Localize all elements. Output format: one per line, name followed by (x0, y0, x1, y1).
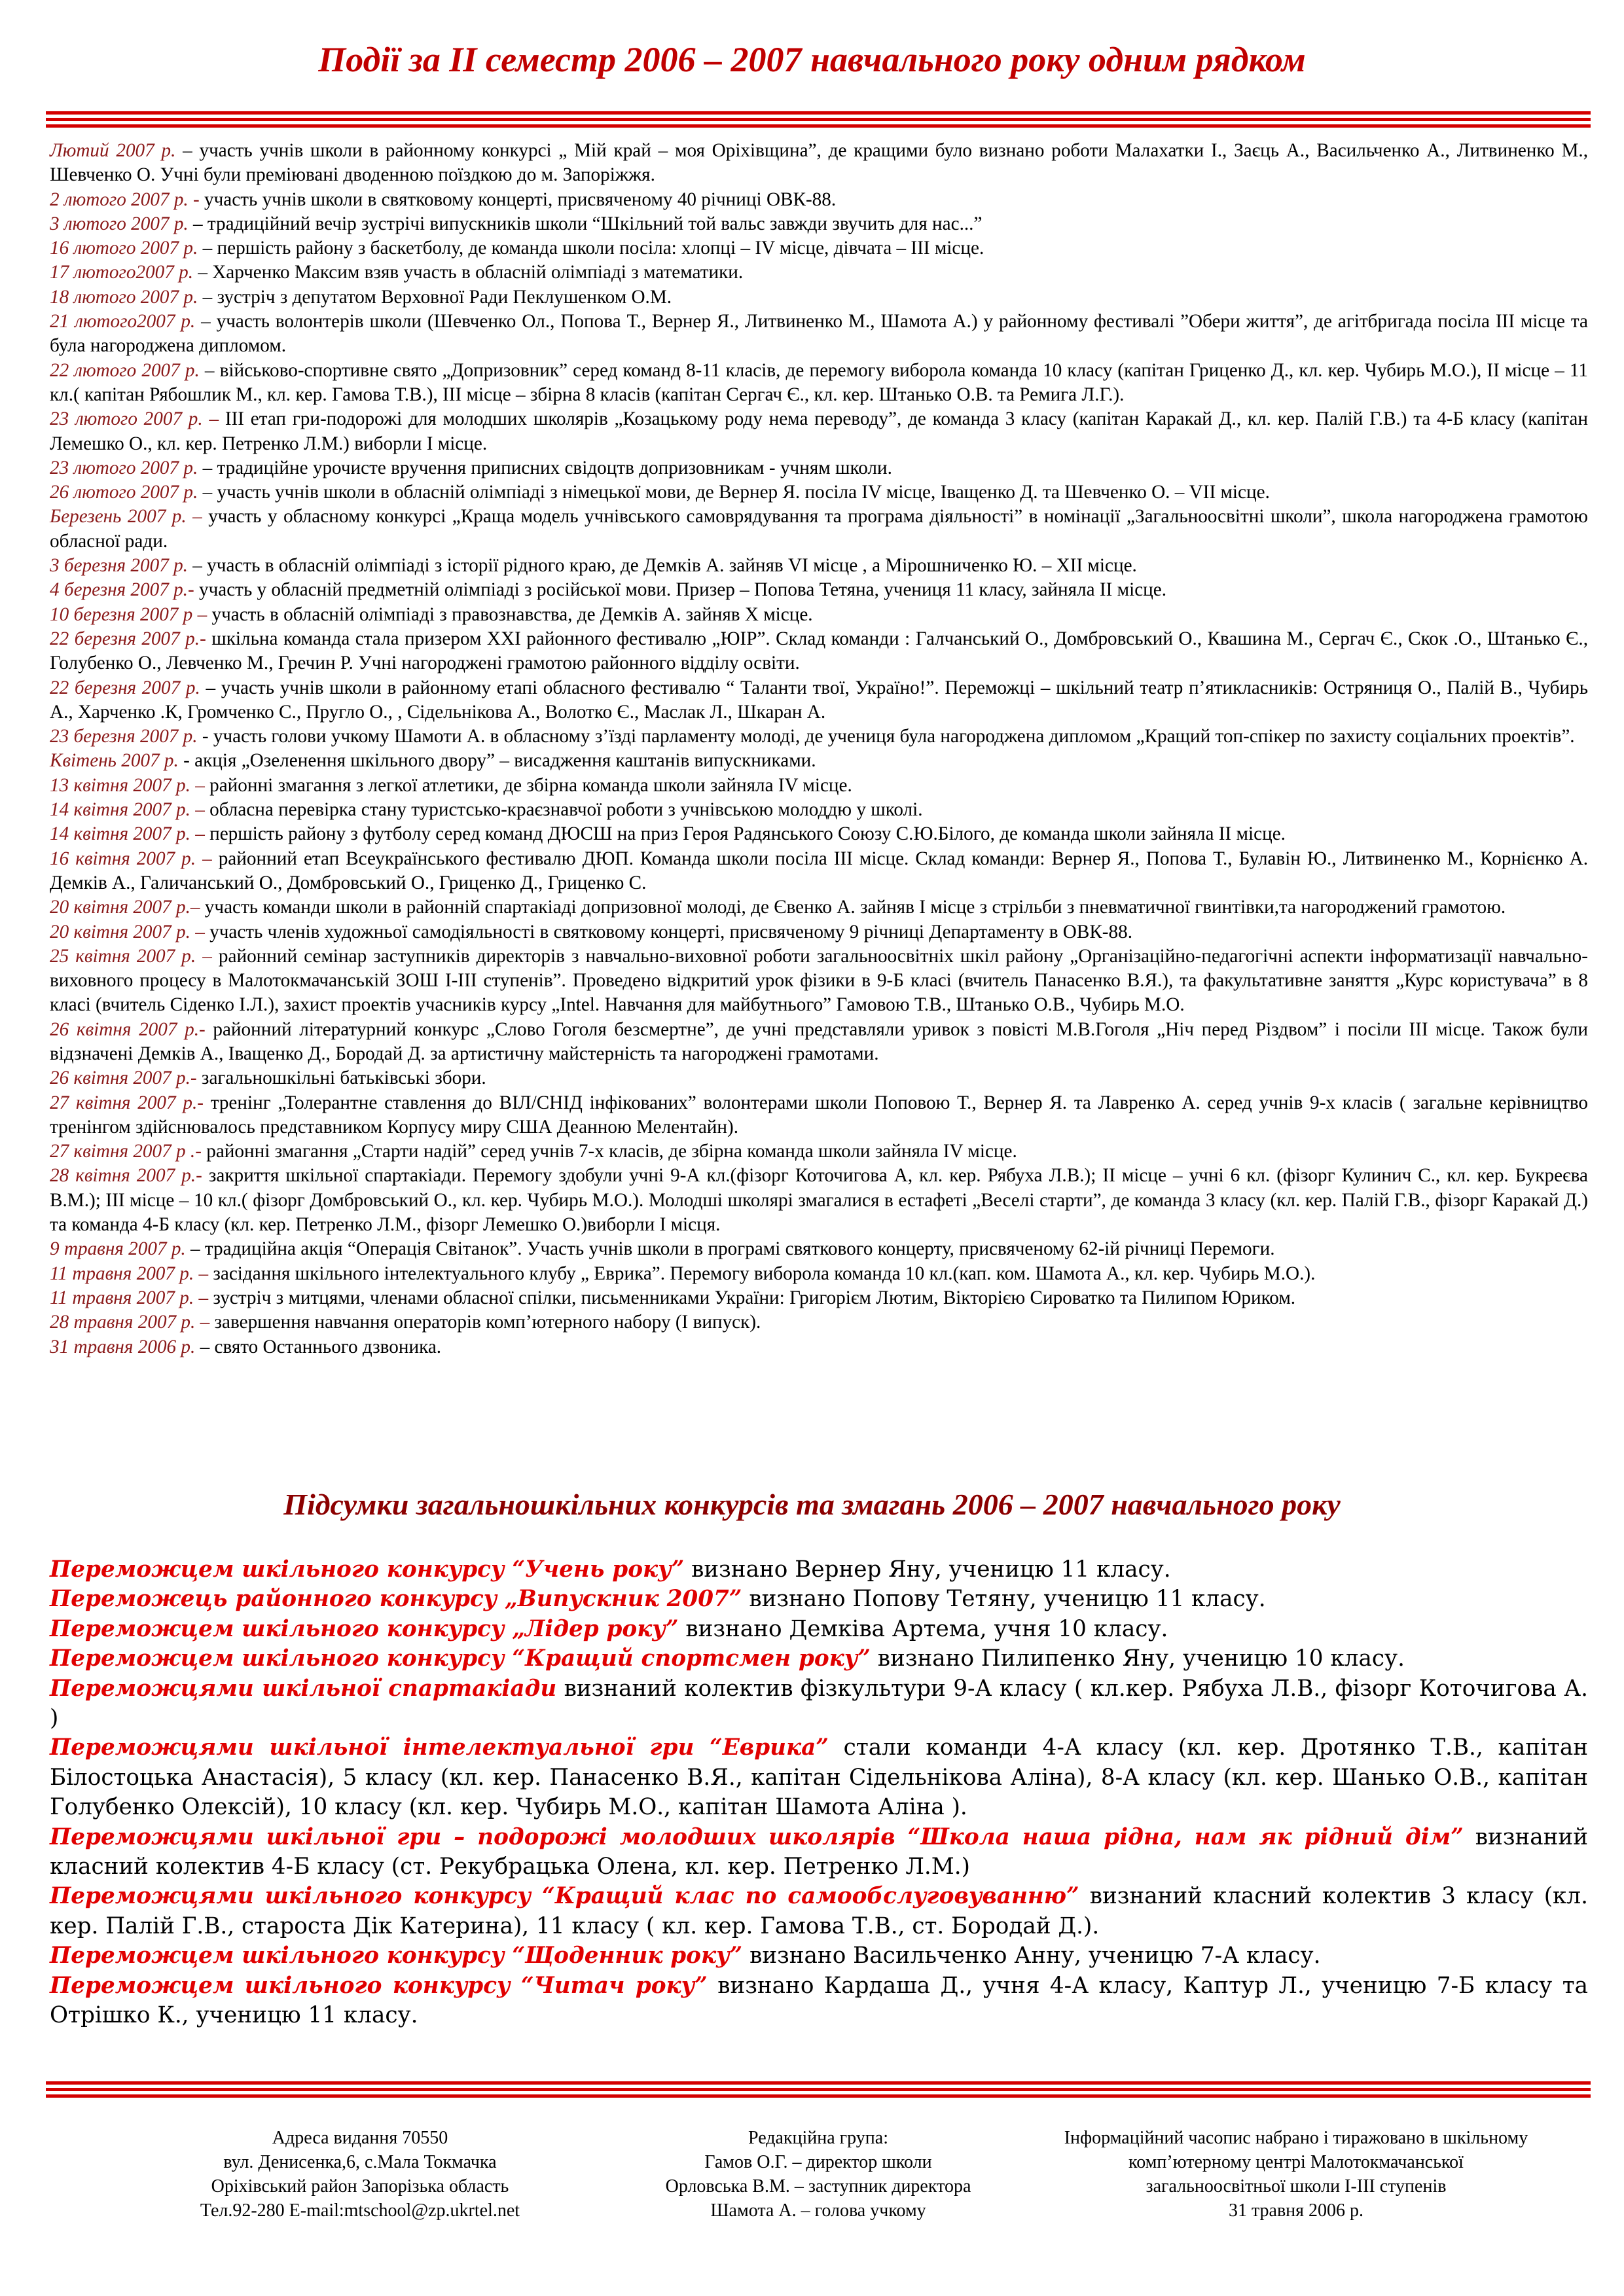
event-date: 4 березня 2007 р.- (50, 579, 194, 601)
event-text: районні змагання „Старти надій” серед учнів 7-х класів, де збірна команда школи зайняла IV місце. (201, 1141, 1017, 1162)
event-date: 3 лютого 2007 р. (50, 213, 189, 234)
event-text: зустріч з митцями, членами обласної спілки, письменниками України: Григорієм Лютим, Вікторією Сироватко та Пилипом Юриком. (208, 1287, 1296, 1308)
editorial-line: Редакційна група: (748, 2128, 888, 2148)
event-text: участь учнів школи в святковому концерті, присвяченому 40 річниці ОВК-88. (199, 188, 837, 210)
bottom-rule-3 (46, 2094, 1591, 2098)
results-heading: Підсумки загальношкільних конкурсів та змагань 2006 – 2007 навчального року (283, 1488, 1341, 1521)
event-date: 26 квітня 2007 р.- (50, 1067, 197, 1089)
results-list (50, 1555, 1588, 2031)
event-item (50, 774, 1588, 798)
editorial-line: Шамота А. – голова учкому (710, 2200, 926, 2221)
event-item (50, 260, 1588, 285)
event-text: районні змагання з легкої атлетики, де збірна команда школи зайняла IV місце. (204, 774, 852, 796)
result-title: Переможцем шкільного конкурсу “Кращий спортсмен року” (50, 1645, 871, 1672)
event-date: 14 квітня 2007 р. – (50, 799, 205, 821)
event-item (50, 895, 1588, 920)
event-text: – традиційний вечір зустрічі випускників школи “Шкільний той вальс завжди звучить для нас...” (188, 213, 983, 234)
event-item (50, 188, 1588, 212)
result-item (50, 1823, 1588, 1882)
event-text: загальношкільні батьківські збори. (196, 1067, 486, 1089)
bottom-rule-2 (46, 2088, 1591, 2091)
event-date: 18 лютого 2007 р. (50, 286, 198, 308)
result-text: визнаний класний колектив 3 класу (кл. кер. Палій Г.В., староста Дік Катерина), 11 класу ( кл. кер. Гамова Т.В., ст. Бородай Д.). (50, 1883, 1588, 1939)
result-text: стали команди 4-А класу (кл. кер. Дротянко Т.В., капітан Білостоцька Анастасія), 5 класу (кл. кер. Панасенко В.Я., капітан Сідельнікова Аліна), 8-А класу (кл. кер. Шанько О.В., капітан Голубенко Олексій), 10 класу (кл. кер. Чубирь М.О., капітан Шамота Аліна ). (50, 1734, 1588, 1821)
event-date: 9 травня 2007 р. (50, 1238, 186, 1260)
event-item (50, 676, 1588, 725)
address-line: вул. Денисенка,6, с.Мала Токмачка (223, 2152, 497, 2172)
result-text: визнано Вернер Яну, ученицю 11 класу. (684, 1556, 1171, 1583)
event-item (50, 920, 1588, 944)
info-line: 31 травня 2006 р. (1228, 2200, 1364, 2221)
event-date: Лютий 2007 р. (50, 140, 176, 161)
result-text: визнано Попову Тетяну, ученицю 11 класу. (742, 1586, 1266, 1613)
result-item (50, 1615, 1588, 1644)
footer-editorial (569, 2126, 1067, 2223)
event-text: районний літературний конкурс „Слово Гоголя безсмертне”, де учні представляли уривок з повісті М.В.Гоголя „Ніч перед Різдвом” і посіли ІІІ місце. Також були відзначені Демків А., Іващенко Д., Бородай Д. за артистичну майстерність та нагороджені грамотами. (50, 1018, 1589, 1064)
result-text: визнано Кардаша Д., учня 4-А класу, Каптур Л., ученицю 7-Б класу та Отрішко К., ученицю 11 класу. (50, 1972, 1588, 2029)
event-text: – участь учнів школи в районному етапі обласного фестивалю “ Таланти твої, Україно!”. Переможці – шкільний театр п’ятикласників: Остряниця О., Палій В., Чубирь А., Харченко .К, Громченко С., Пругло О., , Сідельнікова А., Волотко Є., Маслак Л., Шкаран А. (50, 677, 1589, 723)
result-item (50, 1555, 1588, 1585)
event-date: 28 квітня 2007 р.- (50, 1165, 202, 1187)
event-text: участь у обласному конкурсі „Краща модель учнівського самоврядування та програма діяльності” в номінації „Загальноосвітні школи”, школа нагороджена грамотою обласної ради. (50, 506, 1588, 552)
event-date: 17 лютого2007 р. (50, 262, 194, 283)
result-title: Переможцями шкільної гри – подорожі молодших школярів “Школа наша рідна, нам як рідний дім” (50, 1823, 1464, 1850)
result-text: визнано Демківа Артема, учня 10 класу. (678, 1615, 1168, 1642)
event-date: 22 березня 2007 р. (50, 677, 200, 698)
result-title: Переможцем шкільного конкурсу “Учень року” (50, 1556, 685, 1583)
event-text: участь в обласній олімпіаді з правознавства, де Демків А. зайняв Х місце. (207, 603, 813, 625)
event-date: 10 березня 2007 р – (50, 603, 208, 625)
event-text: участь команди школи в районній спартакіаді допризовної молоді, де Євенко А. зайняв І місце з стрільби з пневматичної гвинтівки,та нагороджений грамотою. (200, 897, 1506, 918)
event-text: – традиційне урочисте вручення приписних свідоцтв допризовникам - учням школи. (198, 457, 892, 478)
event-item (50, 456, 1588, 480)
event-text: участь членів художньої самодіяльності в святковому концерті, присвяченому 9 річниці Департаменту в ОВК-88. (204, 921, 1133, 942)
event-item (50, 1164, 1588, 1237)
result-item (50, 1674, 1588, 1734)
event-date: Березень 2007 р. – (50, 506, 202, 528)
event-text: – військово-спортивне свято „Допризовник” серед команд 8-11 класів, де перемогу виборола команда 10 класу (капітан Гриценко Д., кл. кер. Чубирь М.О.), ІІ місце – 11 кл.( капітан Рябошлик М., кл. кер. Гамова Т.В.), ІІІ місце – збірна 8 класів (капітан Сергач Є., кл. кер. Штанько О.В. та Ремига Л.Г.). (50, 359, 1588, 405)
event-item (50, 798, 1588, 822)
result-title: Переможцем шкільного конкурсу „Лідер року” (50, 1615, 679, 1642)
top-rule-3 (46, 124, 1591, 128)
event-date: 14 квітня 2007 р. – (50, 823, 205, 845)
event-item (50, 822, 1588, 846)
event-date: 13 квітня 2007 р. – (50, 774, 205, 796)
result-item (50, 1733, 1588, 1822)
result-item (50, 1644, 1588, 1674)
event-text: першість району з футболу серед команд ДЮСШ на приз Героя Радянського Союзу С.Ю.Білого, де команда школи зайняла ІІ місце. (204, 823, 1286, 845)
event-item (50, 1286, 1588, 1310)
result-title: Переможцями шкільного конкурсу “Кращий клас по самообслуговуванню” (50, 1883, 1079, 1910)
result-title: Переможцями шкільної інтелектуальної гри “Еврика” (50, 1734, 829, 1761)
event-date: 27 квітня 2007 р.- (50, 1092, 204, 1113)
result-text: визнано Васильченко Анну, ученицю 7-А класу. (742, 1943, 1321, 1969)
event-item (50, 1139, 1588, 1164)
result-text: визнаний колектив фізкультури 9-А класу ( кл.кер. Рябуха Л.В., фізорг Коточигова А. ) (50, 1675, 1588, 1732)
page-title: Події за ІІ семестр 2006 – 2007 навчального року одним рядком (318, 40, 1306, 79)
event-date: 11 травня 2007 р. – (50, 1287, 209, 1308)
result-text: визнаний класний колектив 4-Б класу (ст. Рекубрацька Олена, кл. кер. Петренко Л.М.) (50, 1823, 1589, 1880)
result-title: Переможцем шкільного конкурсу “Щоденник року” (50, 1943, 743, 1969)
event-text: – участь учнів школи в обласній олімпіаді з німецької мови, де Вернер Я. посіла IV місце, Іващенко Д. та Шевченко О. – VІІ місце. (198, 482, 1270, 503)
event-text: – першість району з баскетболу, де команда школи посіла: хлопці – IV місце, дівчата – ІІІ місце. (198, 238, 984, 259)
event-item (50, 603, 1588, 627)
event-item (50, 1066, 1588, 1090)
event-text: районний семінар заступників директорів з навчально-виховної роботи загальноосвітніх шкіл району „Організаційно-педагогічні аспекти інформатизації навчально-виховного процесу в Малотокмачанській ЗОШ І-ІІІ ступенів”. Проведено відкритий урок фізики в 9-Б класі (вчитель Панасенко В.Я.), та факультативне заняття „Курс користувача” в 8 класі (вчитель Сіденко І.Л.), захист проектів учасників курсу „Intel. Навчання для майбутнього” Гамовою Т.В., Штанько О.В., Чубирь М.О. (50, 945, 1588, 1016)
event-date: 31 травня 2006 р. (50, 1336, 196, 1357)
address-line: Адреса видання 70550 (272, 2128, 448, 2148)
bottom-rule-1 (46, 2081, 1591, 2085)
result-item (50, 1585, 1588, 1614)
event-item (50, 1335, 1588, 1359)
events-list (50, 139, 1588, 1359)
event-text: районний етап Всеукраїнського фестивалю ДЮП. Команда школи посіла ІІІ місце. Склад команди: Вернер Я., Попова Т., Булавін Ю., Литвиненко М., Корнієнко А. Демків А., Галичанський О., Домбровський О., Гриценко Д., Гриценко С. (50, 848, 1588, 893)
event-item (50, 407, 1588, 456)
address-line: Оріхівський район Запорізька область (211, 2176, 509, 2197)
event-date: 22 березня 2007 р.- (50, 628, 206, 649)
event-date: Квітень 2007 р. (50, 750, 179, 772)
event-item (50, 1091, 1588, 1140)
event-date: 22 лютого 2007 р. (50, 359, 200, 381)
result-title: Переможцями шкільної спартакіади (50, 1675, 557, 1702)
editorial-line: Гамов О.Г. – директор школи (704, 2152, 932, 2172)
event-item (50, 505, 1588, 554)
event-text: – свято Останнього дзвоника. (195, 1336, 442, 1357)
event-item (50, 725, 1588, 749)
event-item (50, 847, 1588, 896)
info-line: загальноосвітньої школи І-ІІІ ступенів (1146, 2176, 1447, 2197)
result-title: Переможець районного конкурсу „Випускник 2007” (50, 1586, 742, 1613)
event-item (50, 310, 1588, 359)
footer-info (1047, 2126, 1545, 2223)
event-date: 20 квітня 2007 р.– (50, 897, 200, 918)
event-item (50, 480, 1588, 505)
event-text: завершення навчання операторів комп’ютерного набору (І випуск). (209, 1312, 761, 1333)
result-text: визнано Пилипенко Яну, ученицю 10 класу. (870, 1645, 1405, 1672)
event-item (50, 236, 1588, 260)
result-title: Переможцем шкільного конкурсу “Читач року” (50, 1972, 708, 1999)
footer-address (111, 2126, 609, 2223)
event-date: 26 квітня 2007 р.- (50, 1018, 206, 1040)
top-rule-2 (46, 118, 1591, 121)
editorial-line: Орловська В.М. – заступник директора (665, 2176, 971, 2197)
event-item (50, 1310, 1588, 1335)
event-date: 2 лютого 2007 р. - (50, 188, 200, 210)
event-date: 21 лютого2007 р. (50, 311, 196, 332)
event-item (50, 359, 1588, 408)
event-item (50, 627, 1588, 676)
event-item (50, 285, 1588, 310)
address-line: Тел.92-280 E-mail:mtschool@zp.ukrtel.net (200, 2200, 520, 2221)
info-line: комп’ютерному центрі Малотокмачанської (1128, 2152, 1464, 2172)
event-date: 16 квітня 2007 р. – (50, 848, 212, 869)
event-item (50, 944, 1588, 1018)
event-item (50, 554, 1588, 578)
event-text: ІІІ етап гри-подорожі для молодших школярів „Козацькому роду нема переводу”, де команда 3 класу (капітан Каракай Д., кл. кер. Палій Г.В.) та 4-Б класу (капітан Лемешко О., кл. кер. Петренко Л.М.) виборли І місце. (50, 408, 1588, 454)
event-date: 16 лютого 2007 р. (50, 238, 198, 259)
event-item (50, 578, 1588, 602)
event-item (50, 212, 1588, 236)
event-text: – зустріч з депутатом Верховної Ради Пеклушенком О.М. (198, 286, 672, 308)
result-item (50, 1941, 1588, 1971)
event-date: 26 лютого 2007 р. (50, 482, 198, 503)
result-item (50, 1971, 1588, 2031)
event-text: – участь волонтерів школи (Шевченко Ол., Попова Т., Вернер Я., Литвиненко М., Шамота А.) у районному фестивалі ”Обери життя”, де агітбригада посіла ІІІ місце та була нагороджена дипломом. (50, 311, 1588, 357)
event-date: 11 травня 2007 р. – (50, 1263, 209, 1284)
event-text: – традиційна акція “Операція Світанок”. Участь учнів школи в програмі святкового концерту, присвяченому 62-ій річниці Перемоги. (185, 1238, 1275, 1260)
info-line: Інформаційний часопис набрано і тиражовано в шкільному (1064, 2128, 1528, 2148)
event-text: – Харченко Максим взяв участь в обласній олімпіаді з математики. (193, 262, 744, 283)
event-text: закриття шкільної спартакіади. Перемогу здобули учні 9-А кл.(фізорг Коточигова А, кл. кер. Рябуха Л.В.); ІІ місце – учні 6 кл. (фізорг Кулинич С., кл. кер. Букреєва В.М.); ІІІ місце – 10 кл.( фізорг Домбровський О., кл. кер. Чубирь М.О.). Молодші школярі змагалися в естафеті „Веселі старти”, де команда 3 класу (кл. кер. Палій Г.В., фізорг Каракай Д.) та команда 4-Б класу (кл. кер. Петренко Л.М., фізорг Лемешко О.)виборли І місця. (50, 1165, 1588, 1236)
top-rule-1 (46, 111, 1591, 115)
event-item (50, 1237, 1588, 1261)
event-item (50, 1018, 1588, 1067)
event-item (50, 749, 1588, 773)
event-text: засідання шкільного інтелектуального клубу „ Еврика”. Перемогу виборола команда 10 кл.(кап. ком. Шамота А., кл. кер. Чубирь М.О.). (208, 1263, 1316, 1284)
event-date: 23 лютого 2007 р. (50, 457, 198, 478)
event-date: 28 травня 2007 р. – (50, 1312, 210, 1333)
event-text: обласна перевірка стану туристсько-краєзнавчої роботи з учнівською молоддю у школі. (204, 799, 923, 821)
event-text: – участь учнів школи в районному конкурсі „ Мій край – моя Оріхівщина”, де кращими було визнано роботи Малахатки І., Заєць А., Васильченко А., Литвиненко М., Шевченко О. Учні були преміювані дводенною поїздкою до м. Запоріжжя. (50, 140, 1588, 186)
event-date: 20 квітня 2007 р. – (50, 921, 205, 942)
event-text: - участь голови учкому Шамоти А. в обласному з’їзді парламенту молоді, де учениця була нагороджена дипломом „Кращий топ-спікер по захисту соціальних проектів”. (197, 726, 1575, 747)
event-date: 3 березня 2007 р. (50, 555, 188, 577)
event-date: 25 квітня 2007 р. – (50, 945, 212, 967)
event-text: - акція „Озеленення шкільного двору” – висадження каштанів випускниками. (178, 750, 816, 772)
event-text: тренінг „Толерантне ставлення до ВІЛ/СНІД інфікованих” волонтерами школи Поповою Т., Вернер Я. та Лавренко А. серед учнів 9-х класів ( загальне керівництво тренінгом здійснювалось представником Корпусу миру США Деанною Мелентайн). (50, 1092, 1588, 1138)
event-text: – участь в обласній олімпіаді з історії рідного краю, де Демків А. зайняв VI місце , а Мірошниченко Ю. – ХІІ місце. (187, 555, 1137, 577)
result-item (50, 1882, 1588, 1941)
event-text: участь у обласній предметній олімпіаді з російської мови. Призер – Попова Тетяна, учениця 11 класу, зайняла ІІ місце. (194, 579, 1167, 601)
event-date: 27 квітня 2007 р .- (50, 1141, 202, 1162)
event-text: шкільна команда стала призером ХХІ районного фестивалю „ЮІР”. Склад команди : Галчанський О., Домбровський О., Квашина М., Сергач Є., Скок .О., Штанько Є., Голубенко О., Левченко М., Гречин Р. Учні нагороджені грамотою районного відділу освіти. (50, 628, 1588, 674)
event-date: 23 березня 2007 р. (50, 726, 198, 747)
event-date: 23 лютого 2007 р. – (50, 408, 219, 430)
event-item (50, 1262, 1588, 1286)
event-item (50, 139, 1588, 188)
